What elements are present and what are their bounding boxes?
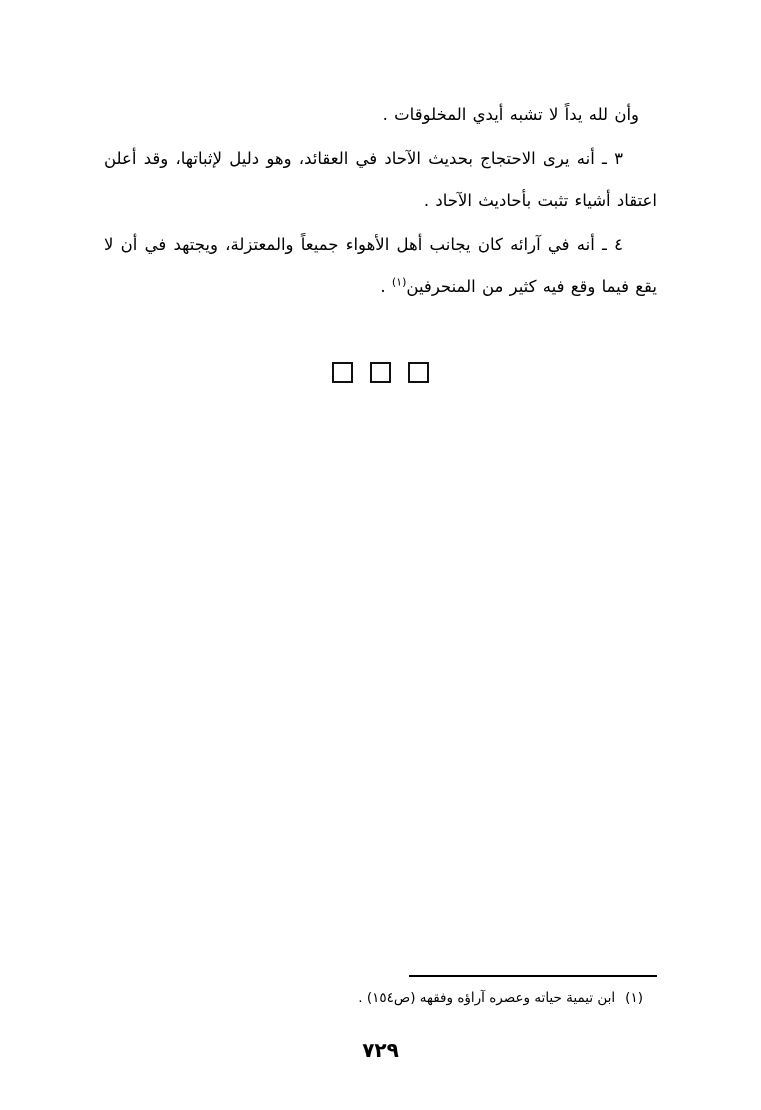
paragraph-item-4-trailing: .: [380, 277, 392, 297]
footnote-number: (١): [625, 990, 643, 1007]
square-ornament-icon: [370, 362, 391, 383]
paragraph-intro: وأن لله يداً لا تشبه أيدي المخلوقات .: [382, 105, 639, 124]
page-number: ٧٢٩: [362, 1038, 399, 1062]
paragraph-item-3: ٣ ـ أنه يرى الاحتجاج بحديث الآحاد في العقائد، وهو دليل لإثباتها، وقد أعلن اعتقاد أشياء تثبت بأحاديث الآحاد .: [104, 149, 657, 211]
page-body: [104, 94, 657, 310]
footnote-separator-rule: [409, 975, 657, 977]
footnote-entry: [104, 987, 657, 1010]
footnote-area: [104, 975, 657, 1010]
footnote-reference-marker: (١): [391, 275, 407, 289]
footnote-text: ابن تيمية حياته وعصره آراؤه وفقهه (ص١٥٤) .: [358, 990, 616, 1007]
paragraph-item-4: [104, 224, 657, 308]
paragraph-item-4-text: ٤ ـ أنه في آرائه كان يجانب أهل الأهواء جميعاً والمعتزلة، ويجتهد في أن لا يقع فيما وقع فيه كثير من المنحرفين: [104, 235, 657, 297]
three-squares-divider: [0, 362, 761, 383]
square-ornament-icon: [408, 362, 429, 383]
square-ornament-icon: [332, 362, 353, 383]
